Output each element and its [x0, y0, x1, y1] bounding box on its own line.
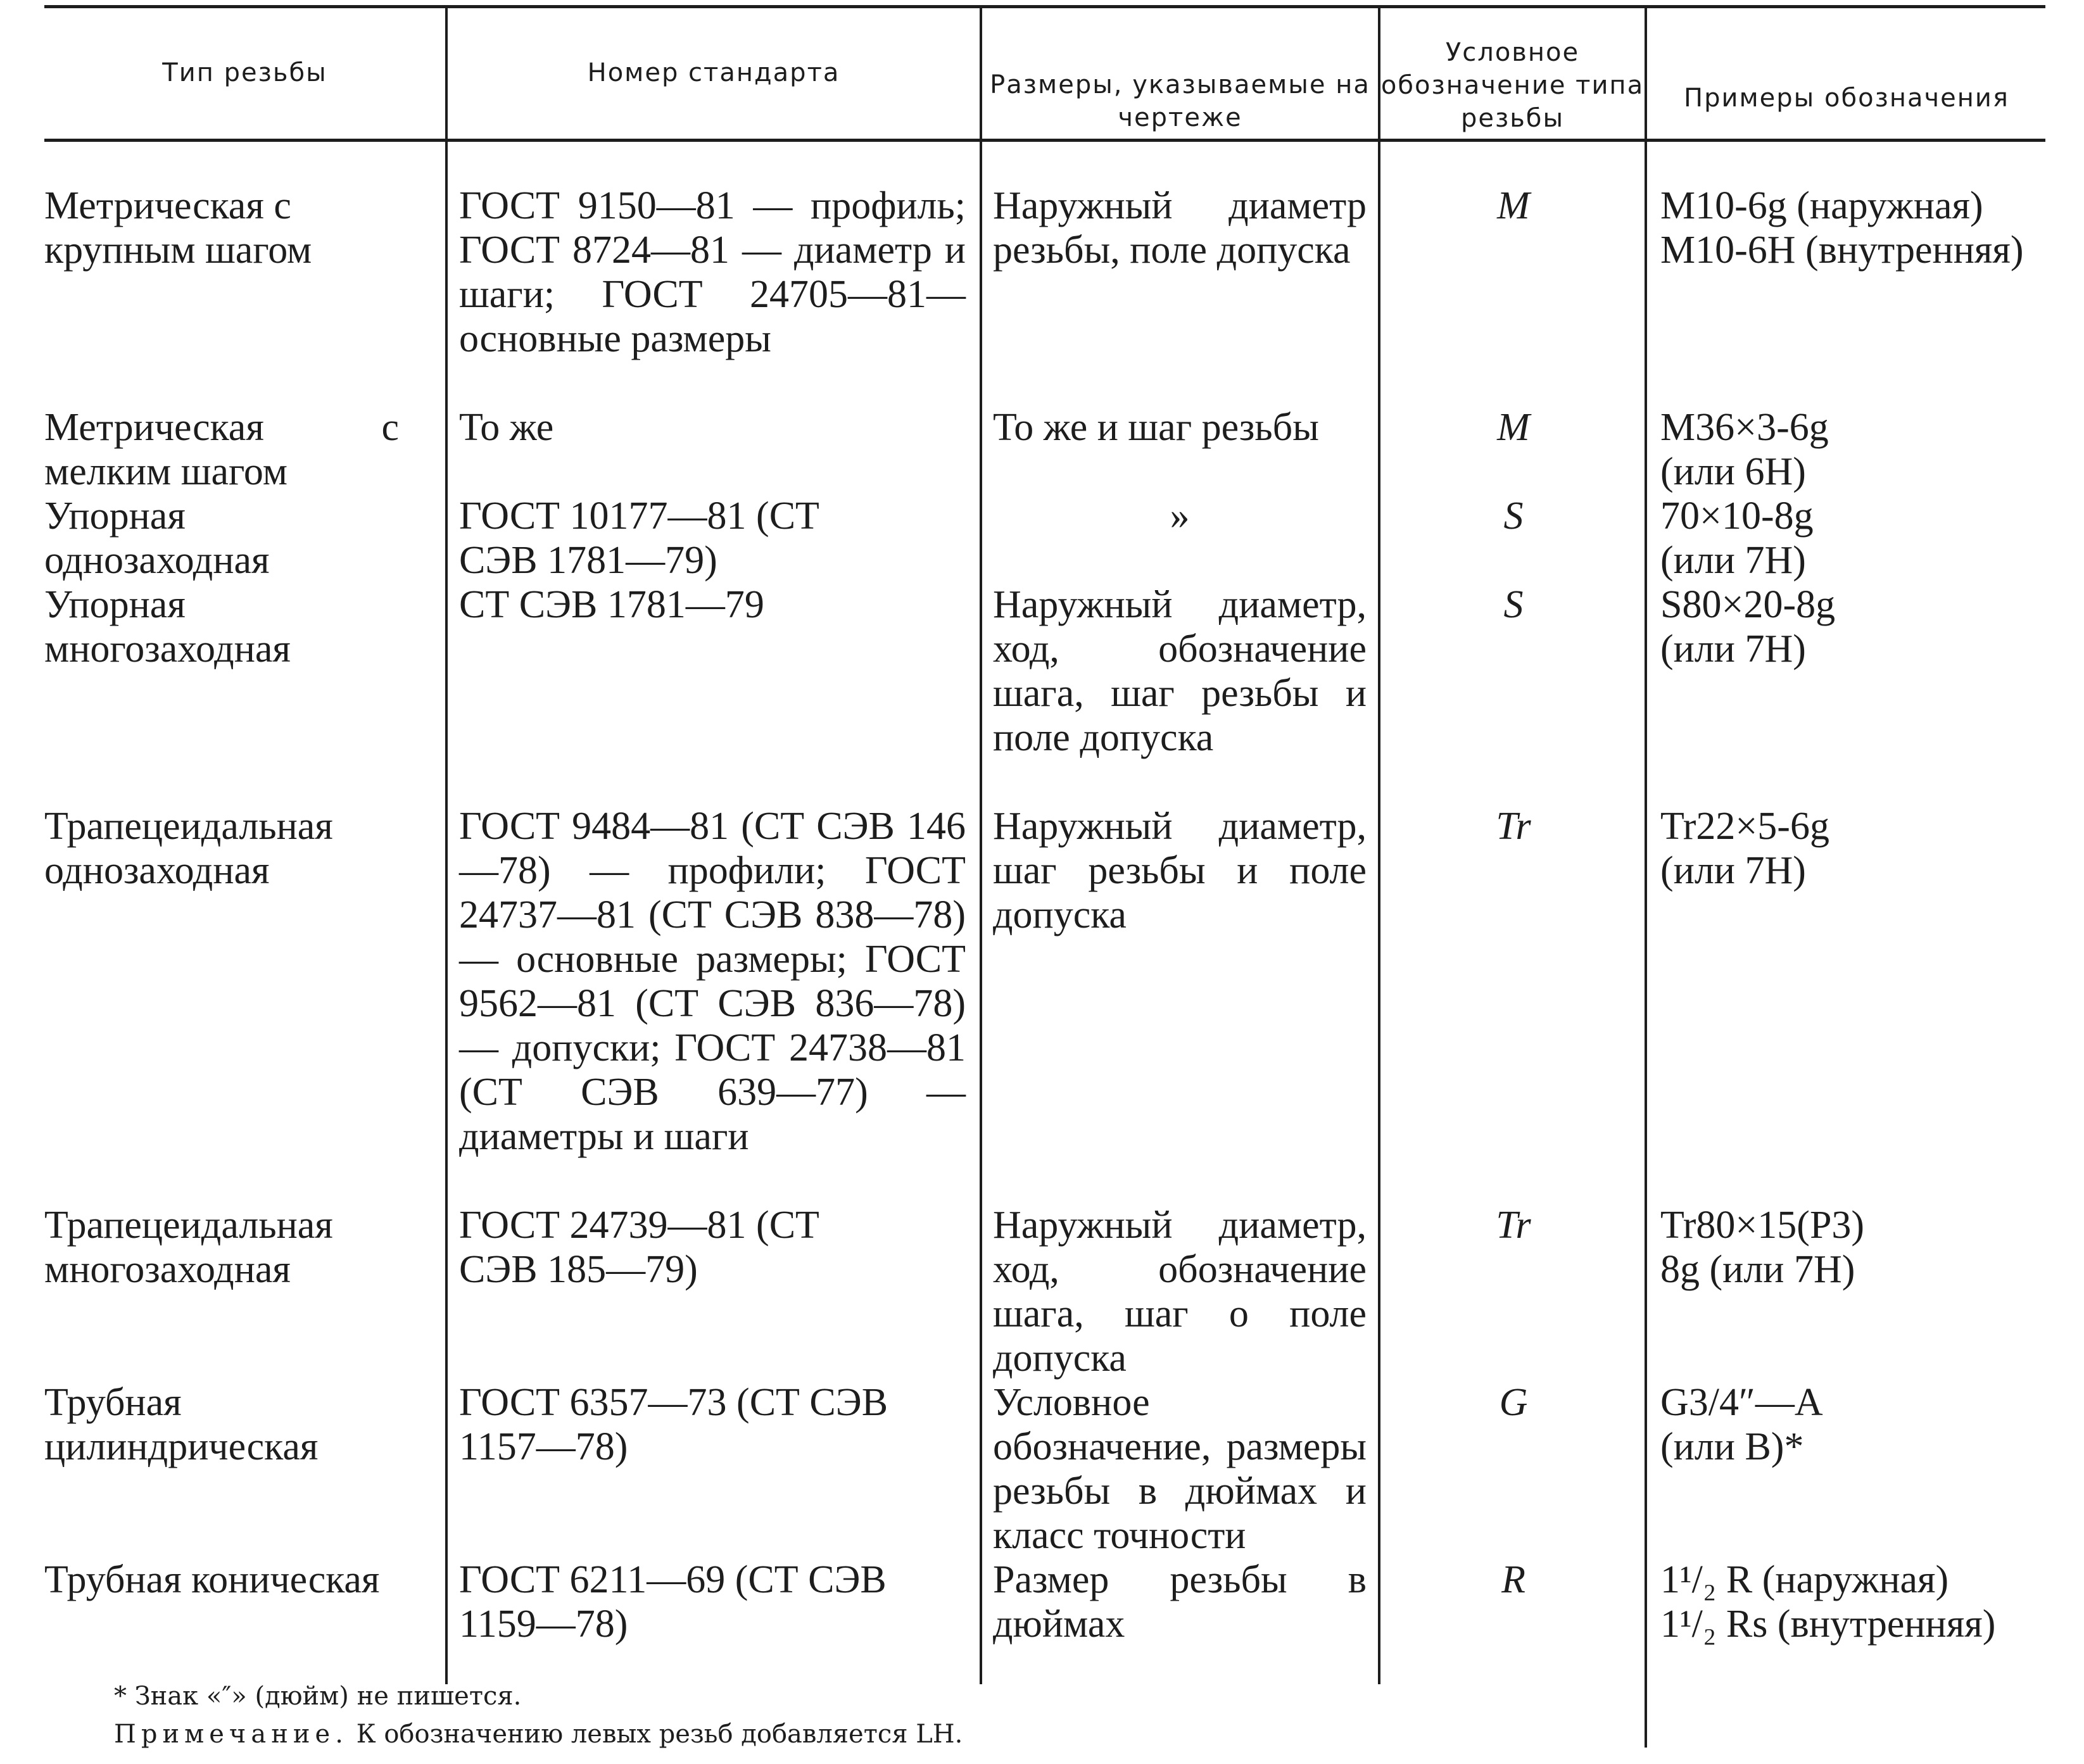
- column-divider: [1645, 6, 1647, 1748]
- row-2-examples: [1660, 405, 2047, 494]
- row-5-example: Tr22×5-6g: [1660, 805, 1829, 848]
- row-3-example: 70×10-8g: [1660, 495, 1814, 538]
- row-4-example: (или 7H): [1660, 627, 1806, 671]
- row-5-examples: [1660, 804, 2047, 893]
- row-7-dimensions: Условное обозначение, размеры резьбы в дюймах и класс точности: [993, 1381, 1367, 1557]
- header-examples: Примеры обозначения: [1684, 84, 2009, 113]
- row-1-dimensions: Наружный диаметр резьбы, поле допуска: [993, 184, 1367, 272]
- row-6-type: Трапецеидальная многозаходная: [44, 1204, 333, 1291]
- row-1-example: M10-6g (наружная): [1660, 184, 1983, 227]
- row-4-dimensions: Наружный диаметр, ход, обозначение шага, шаг резьбы и поле допуска: [993, 583, 1367, 759]
- row-2-dimensions: То же и шаг резьбы: [993, 406, 1319, 449]
- column-divider: [980, 6, 982, 1684]
- row-7-type: Трубная цилиндрическая: [44, 1381, 319, 1468]
- row-7-example: (или B)*: [1660, 1425, 1804, 1468]
- row-7-example: G3/4″—A: [1660, 1381, 1823, 1424]
- column-divider: [445, 6, 448, 1684]
- row-7-examples: [1660, 1380, 2047, 1469]
- row-8-example: 1¹/₂ R (наружная): [1660, 1558, 1949, 1601]
- row-2-symbol: M: [1497, 406, 1530, 449]
- row-6-example: 8g (или 7H): [1660, 1248, 1855, 1291]
- row-8-type: Трубная коническая: [44, 1558, 380, 1601]
- row-3-examples: [1660, 494, 2047, 583]
- row-6-symbol: Tr: [1496, 1204, 1531, 1247]
- header-symbol: Условное обозначение типа резьбы: [1380, 38, 1645, 133]
- row-1-symbol: M: [1497, 184, 1530, 227]
- row-5-type: Трапецеидальная однозаходная: [44, 805, 333, 892]
- row-5-dimensions: Наружный диаметр, шаг резьбы и поле допуска: [993, 805, 1367, 936]
- row-5-standard: ГОСТ 9484—81 (СТ СЭВ 146—78) — профили; ГОСТ 24737—81 (СТ СЭВ 838—78) — основные размеры; ГОСТ 9562—81 (СТ СЭВ 836—78) — допуски; ГОСТ 24738—81 (СТ СЭВ 639—77) — диаметры и шаги: [459, 805, 966, 1158]
- row-6-dimensions: Наружный диаметр, ход, обозначение шага, шаг о поле допуска: [993, 1204, 1367, 1380]
- header-standard: Номер стандарта: [587, 58, 840, 87]
- row-1-examples: [1660, 184, 2047, 272]
- row-3-standard: ГОСТ 10177—81 (СТ СЭВ 1781—79): [459, 495, 819, 582]
- row-4-examples: [1660, 583, 2047, 671]
- row-1-example: M10-6H (внутренняя): [1660, 229, 2024, 272]
- row-4-example: S80×20-8g: [1660, 583, 1836, 626]
- row-4-type: Упорная многозаходная: [44, 583, 291, 671]
- footnote: * Знак «″» (дюйм) не пишется.: [114, 1682, 522, 1711]
- row-8-examples: [1660, 1558, 2047, 1646]
- row-2-standard: То же: [459, 406, 554, 449]
- row-1-type: Метрическая с крупным шагом: [44, 184, 312, 272]
- row-2-example: (или 6H): [1660, 450, 1806, 493]
- row-3-example: (или 7H): [1660, 539, 1806, 582]
- row-3-type: Упорная однозаходная: [44, 495, 270, 582]
- header-type: Тип резьбы: [162, 58, 327, 87]
- row-8-standard: ГОСТ 6211—69 (СТ СЭВ 1159—78): [459, 1558, 887, 1646]
- row-4-standard: СТ СЭВ 1781—79: [459, 583, 764, 626]
- row-8-symbol: R: [1501, 1558, 1525, 1601]
- row-5-symbol: Tr: [1496, 805, 1531, 848]
- row-6-example: Tr80×15(P3): [1660, 1204, 1865, 1247]
- top-rule: [44, 5, 2045, 8]
- header-dimensions: Размеры, указываемые на чертеже: [990, 70, 1370, 132]
- row-2-example: M36×3-6g: [1660, 406, 1829, 449]
- row-8-dimensions: Размер резьбы в дюймах: [993, 1558, 1367, 1646]
- note-text: К обозначению левых резьб добавляется LH.: [356, 1720, 963, 1749]
- row-1-standard: ГОСТ 9150—81 — профиль; ГОСТ 8724—81 — диаметр и шаги; ГОСТ 24705—81— основные размеры: [459, 184, 966, 360]
- row-7-standard: ГОСТ 6357—73 (СТ СЭВ 1157—78): [459, 1381, 888, 1468]
- note-label: Примечание.: [114, 1720, 348, 1749]
- row-8-example: 1¹/₂ Rs (внутренняя): [1660, 1603, 1996, 1646]
- note: [114, 1719, 963, 1749]
- row-7-symbol: G: [1499, 1381, 1528, 1424]
- column-divider: [1378, 6, 1380, 1684]
- row-6-examples: [1660, 1203, 2047, 1292]
- row-5-example: (или 7H): [1660, 849, 1806, 892]
- row-6-standard: ГОСТ 24739—81 (СТ СЭВ 185—79): [459, 1204, 819, 1291]
- row-3-symbol: S: [1503, 495, 1524, 538]
- row-4-symbol: S: [1503, 583, 1524, 626]
- row-2-type: Метрическая с мелким шагом: [44, 406, 399, 493]
- row-3-dimensions: »: [1170, 495, 1190, 538]
